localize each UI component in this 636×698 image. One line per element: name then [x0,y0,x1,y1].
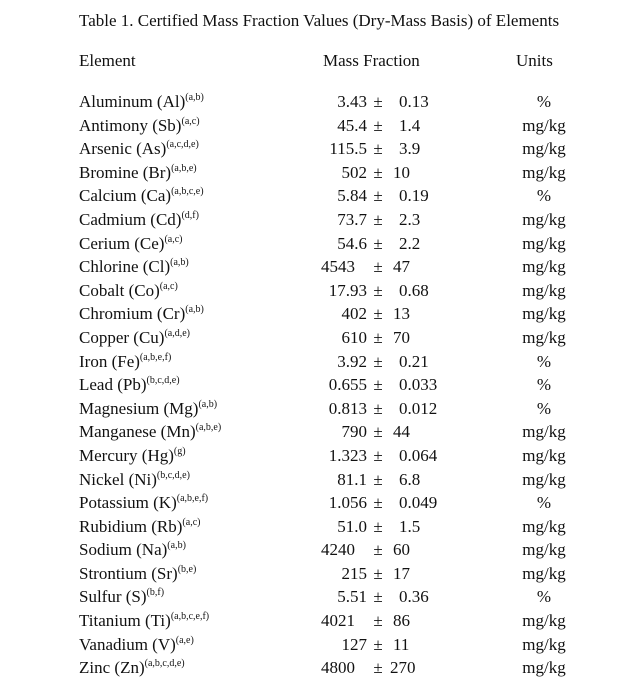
table-row [0,444,636,468]
element-name: Mercury (Hg) [79,445,174,465]
unit-cell: % [536,375,552,395]
table-row [0,420,636,444]
footnote-markers: (b,c,d,e) [156,469,190,481]
element-name-cell [79,397,217,420]
uncertainty-value: 0.68 [399,280,429,300]
footnote-markers: (d,f) [181,209,199,221]
element-name: Cadmium (Cd) [79,209,182,229]
plus-minus-symbol: ± [373,186,383,206]
footnote-markers: (a,b) [198,398,218,410]
plus-minus-symbol: ± [373,375,383,395]
unit-cell: mg/kg [522,611,566,631]
element-name: Iron (Fe) [79,351,140,371]
element-name-cell [79,302,204,325]
footnote-markers: (a,b,e,f) [139,351,172,363]
mass-fraction-value: 17.93 [328,280,367,300]
uncertainty-value: 0.36 [399,587,429,607]
unit-cell: % [536,493,552,513]
table-row [0,114,636,138]
mass-fraction-value: 115.5 [329,139,367,159]
uncertainty-value: 17 [393,563,410,583]
element-name-cell [79,255,189,278]
element-name: Sulfur (S) [79,587,147,607]
footnote-markers: (a,e) [175,634,194,646]
uncertainty-value: 0.13 [399,92,429,111]
plus-minus-symbol: ± [373,280,383,300]
plus-minus-symbol: ± [373,540,383,560]
mass-fraction-value: 1.323 [328,445,367,465]
plus-minus-symbol: ± [373,257,383,277]
mass-fraction-value: 610 [341,327,367,347]
plus-minus-symbol: ± [373,469,383,489]
table-row [0,562,636,586]
uncertainty-value: 44 [393,422,410,442]
footnote-markers: (a,b,c,e,f) [170,611,210,623]
uncertainty-value: 0.033 [399,375,438,395]
element-name-cell [79,232,183,255]
plus-minus-symbol: ± [373,563,383,583]
plus-minus-symbol: ± [373,611,383,631]
plus-minus-symbol: ± [373,92,383,111]
element-name: Bromine (Br) [79,162,172,182]
element-name: Strontium (Sr) [79,563,178,583]
uncertainty-value: 11 [393,634,410,654]
element-name-cell [79,538,186,561]
element-name-cell [79,491,208,514]
mass-fraction-value: 402 [341,304,367,324]
element-name: Copper (Cu) [79,327,165,347]
column-header-element: Element [79,51,136,70]
unit-cell: mg/kg [522,139,566,159]
mass-fraction-value: 51.0 [337,516,367,536]
plus-minus-symbol: ± [373,351,383,371]
unit-cell: mg/kg [522,469,566,489]
element-name-cell [79,585,164,608]
uncertainty-value: 3.9 [399,139,421,159]
mass-fraction-value: 127 [341,634,367,654]
mass-fraction-value: 502 [341,162,367,182]
uncertainty-value: 13 [393,304,410,324]
plus-minus-symbol: ± [373,304,383,324]
mass-fraction-value: 5.51 [337,587,367,607]
footnote-markers: (b,f) [146,587,165,599]
element-name-cell [79,350,171,373]
footnote-markers: (a,c) [159,280,178,292]
unit-cell: mg/kg [522,304,566,324]
table-row [0,373,636,397]
element-name: Magnesium (Mg) [79,398,199,418]
element-name: Antimony (Sb) [79,115,182,135]
table-row [0,161,636,185]
uncertainty-value: 60 [393,540,410,560]
table-row [0,491,636,515]
element-name-cell [79,656,185,679]
unit-cell: mg/kg [522,327,566,347]
unit-cell: % [536,351,552,371]
uncertainty-value: 1.5 [399,516,421,536]
plus-minus-symbol: ± [373,516,383,536]
element-name-cell [79,562,196,585]
table-row [0,397,636,421]
unit-cell: mg/kg [522,563,566,583]
element-name-cell [79,326,190,349]
element-name: Calcium (Ca) [79,186,172,206]
unit-cell: % [536,92,552,111]
table-row [0,302,636,326]
uncertainty-value: 6.8 [399,469,421,489]
plus-minus-symbol: ± [373,634,383,654]
plus-minus-symbol: ± [373,658,383,678]
element-name: Potassium (K) [79,493,177,513]
mass-fraction-value: 3.92 [337,351,367,371]
uncertainty-value: 270 [390,658,416,678]
element-name: Cobalt (Co) [79,280,160,300]
element-name-cell [79,279,178,302]
mass-fraction-value: 73.7 [337,209,367,229]
uncertainty-value: 0.19 [399,186,429,206]
uncertainty-value: 0.064 [399,445,438,465]
table-caption: Table 1. Certified Mass Fraction Values (Dry-Mass Basis) of Elements [79,11,560,30]
element-name: Zinc (Zn) [79,658,145,678]
footnote-markers: (a,c,d,e) [166,139,199,151]
element-name: Vanadium (V) [79,634,176,654]
plus-minus-symbol: ± [373,445,383,465]
element-name: Sodium (Na) [79,540,168,560]
element-name: Nickel (Ni) [79,469,157,489]
uncertainty-value: 2.3 [399,209,421,229]
plus-minus-symbol: ± [373,493,383,513]
uncertainty-value: 86 [393,611,410,631]
element-name: Arsenic (As) [79,139,167,159]
unit-cell: mg/kg [522,115,566,135]
element-name: Chlorine (Cl) [79,257,171,277]
footnote-markers: (a,b,e) [195,422,222,434]
element-name-cell [79,468,190,491]
element-name-cell [79,184,204,207]
element-name-cell [79,161,197,184]
footnote-markers: (a,b) [170,257,189,269]
element-name-cell [79,137,199,160]
plus-minus-symbol: ± [373,139,383,159]
footnote-markers: (a,d,e) [164,327,191,339]
table-row [0,232,636,256]
footnote-markers: (b,e) [177,563,197,575]
mass-fraction-value: 4240 [321,540,355,560]
unit-cell: % [536,186,552,206]
uncertainty-value: 0.012 [399,398,438,418]
element-name-cell [79,633,194,656]
table-row [0,538,636,562]
unit-cell: mg/kg [522,634,566,654]
element-name-cell [79,90,204,113]
mass-fraction-value: 45.4 [337,115,367,135]
footnote-markers: (b,c,d,e) [146,375,180,387]
table-row [0,255,636,279]
plus-minus-symbol: ± [373,398,383,418]
element-name-cell [79,515,200,538]
unit-cell: mg/kg [522,516,566,536]
footnote-markers: (a,b,e,f) [176,493,209,505]
mass-fraction-value: 4543 [321,257,355,277]
element-name: Titanium (Ti) [79,611,171,631]
plus-minus-symbol: ± [373,115,383,135]
unit-cell: % [536,398,552,418]
footnote-markers: (g) [173,445,186,457]
footnote-markers: (a,c) [164,233,183,245]
table-row [0,326,636,350]
footnote-markers: (a,b,c,e) [171,186,204,198]
plus-minus-symbol: ± [373,587,383,607]
element-name: Lead (Pb) [79,375,147,395]
mass-fraction-value: 4021 [321,611,355,631]
element-name-cell [79,208,199,231]
mass-fraction-value: 4800 [321,658,355,678]
mass-fraction-value: 5.84 [337,186,367,206]
unit-cell: mg/kg [522,280,566,300]
mass-fraction-value: 790 [341,422,367,442]
table-body [0,90,636,680]
element-name-cell [79,420,221,443]
table-row [0,184,636,208]
element-name: Cerium (Ce) [79,233,165,253]
unit-cell: % [536,587,552,607]
table-row [0,137,636,161]
mass-fraction-value: 0.655 [328,375,367,395]
uncertainty-value: 0.21 [399,351,429,371]
unit-cell: mg/kg [522,445,566,465]
element-name-cell [79,373,180,396]
table-row [0,609,636,633]
uncertainty-value: 1.4 [399,115,421,135]
mass-fraction-value: 81.1 [337,469,367,489]
footnote-markers: (a,b) [167,540,186,552]
table-row [0,656,636,680]
footnote-markers: (a,b,e) [171,162,197,174]
element-name: Rubidium (Rb) [79,516,183,536]
element-name: Manganese (Mn) [79,422,196,442]
unit-cell: mg/kg [522,658,566,678]
unit-cell: mg/kg [522,422,566,442]
table-row [0,585,636,609]
table-row [0,515,636,539]
plus-minus-symbol: ± [373,327,383,347]
footnote-markers: (a,c) [182,516,201,528]
mass-fraction-value: 54.6 [337,233,367,253]
footnote-markers: (a,b,c,d,e) [144,658,185,670]
column-header-mass-fraction: Mass Fraction [323,51,420,70]
element-name-cell [79,444,186,467]
table-row [0,279,636,303]
uncertainty-value: 70 [393,327,410,347]
plus-minus-symbol: ± [373,162,383,182]
unit-cell: mg/kg [522,540,566,560]
unit-cell: mg/kg [522,257,566,277]
table-row [0,468,636,492]
footnote-markers: (a,b) [185,92,204,103]
mass-fraction-value: 0.813 [328,398,367,418]
uncertainty-value: 0.049 [399,493,438,513]
element-name: Chromium (Cr) [79,304,186,324]
footnote-markers: (a,b) [185,304,204,316]
element-name: Aluminum (Al) [79,92,186,111]
uncertainty-value: 10 [393,162,410,182]
unit-cell: mg/kg [522,233,566,253]
uncertainty-value: 47 [393,257,410,277]
element-name-cell [79,609,209,632]
unit-cell: mg/kg [522,162,566,182]
table-row [0,208,636,232]
table-row [0,350,636,374]
plus-minus-symbol: ± [373,209,383,229]
plus-minus-symbol: ± [373,422,383,442]
element-name-cell [79,114,200,137]
footnote-markers: (a,c) [181,115,200,127]
table-row [0,633,636,657]
plus-minus-symbol: ± [373,233,383,253]
mass-fraction-value: 215 [341,563,367,583]
mass-fraction-value: 3.43 [337,92,367,111]
column-header-units: Units [516,51,553,70]
unit-cell: mg/kg [522,209,566,229]
uncertainty-value: 2.2 [399,233,421,253]
mass-fraction-value: 1.056 [328,493,367,513]
table-row [0,90,636,114]
